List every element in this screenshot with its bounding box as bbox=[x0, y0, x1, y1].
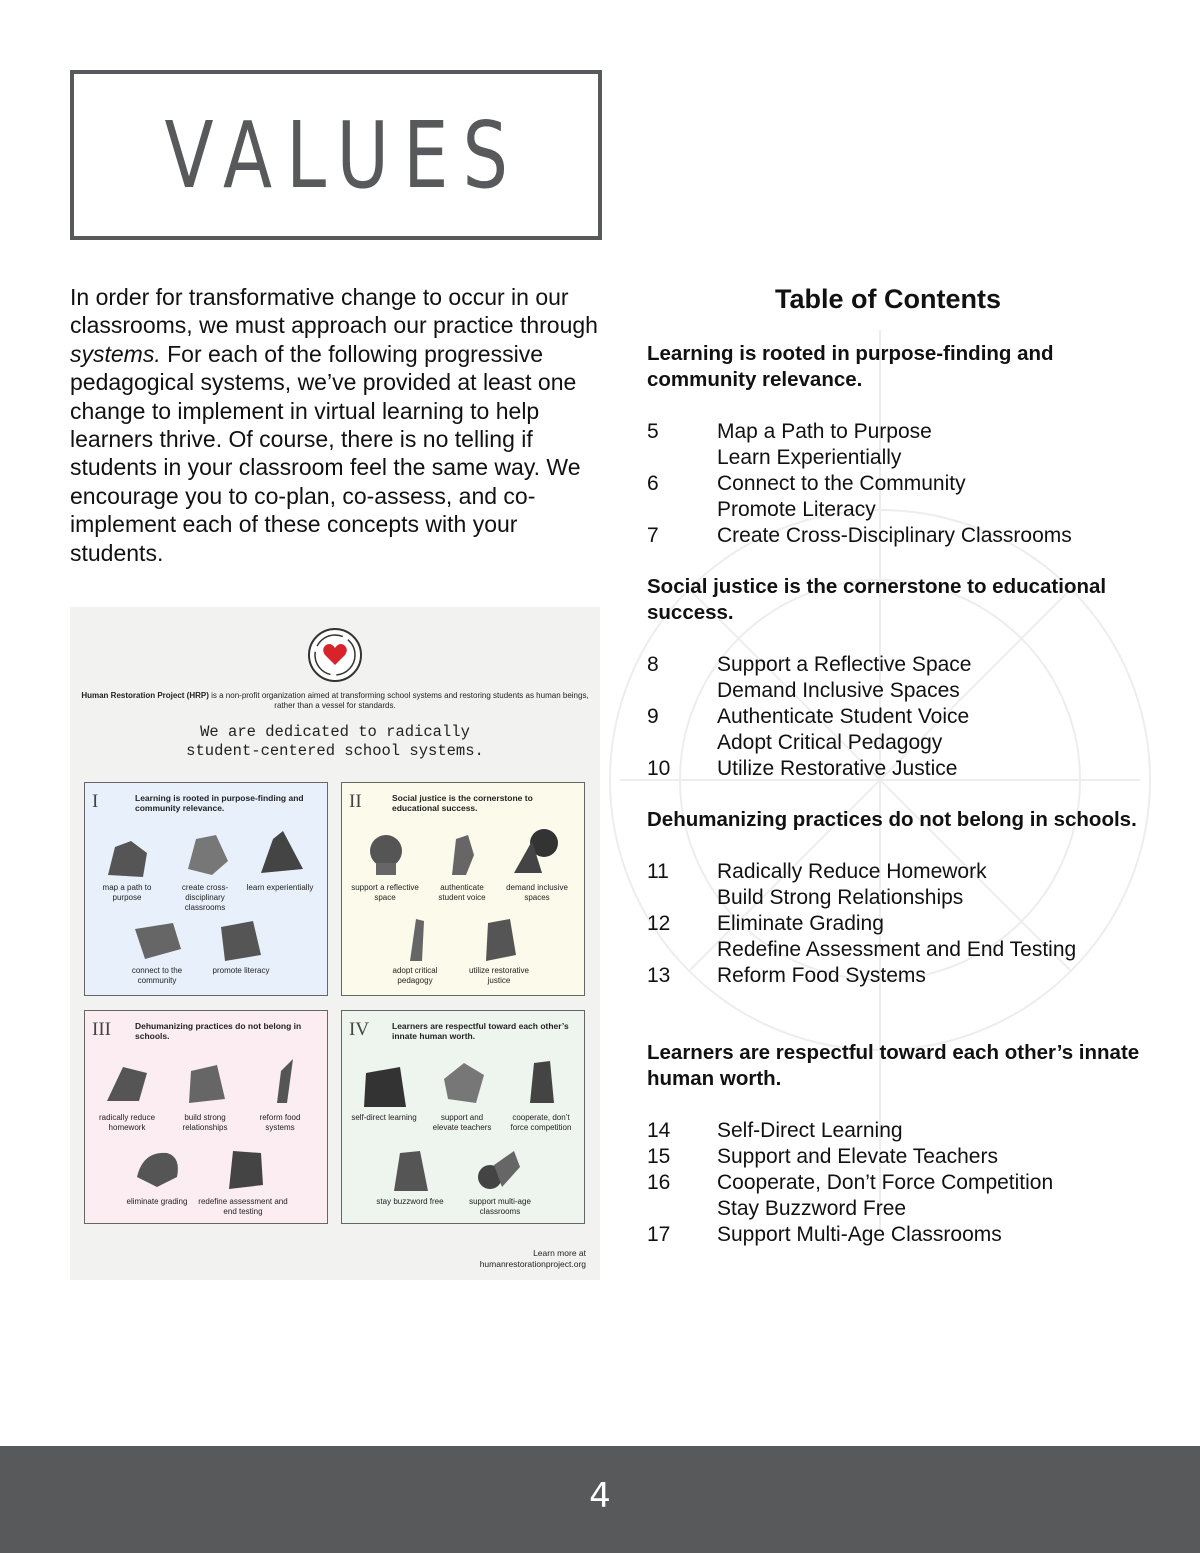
toc-page-number bbox=[647, 730, 717, 756]
toc-page-number: 13 bbox=[647, 964, 671, 987]
intro-text-start: In order for transformative change to occur in our classrooms, we must approach our practice through bbox=[70, 284, 598, 339]
toc-entry-label: Create Cross-Disciplinary Classrooms bbox=[717, 524, 1072, 547]
learn-more-line-1: Learn more at bbox=[533, 1248, 586, 1258]
toc-entry-label: Map a Path to Purpose bbox=[717, 420, 932, 443]
figure-illustration-icon bbox=[103, 835, 153, 881]
panel-2 bbox=[341, 782, 585, 996]
toc-entry bbox=[647, 885, 1147, 911]
toc-entry bbox=[647, 1118, 1147, 1144]
toc-entry bbox=[647, 419, 1147, 445]
page-title: VALUES bbox=[164, 101, 522, 209]
caption: stay buzzword free bbox=[376, 1197, 444, 1206]
caption: utilize restorative justice bbox=[468, 966, 530, 985]
figure-illustration-icon bbox=[438, 831, 488, 877]
figure-illustration-icon bbox=[512, 827, 562, 873]
toc-page-number: 15 bbox=[647, 1145, 671, 1168]
figure-illustration-icon bbox=[392, 915, 442, 961]
dedicated-statement bbox=[70, 723, 600, 761]
toc-entry bbox=[647, 859, 1147, 885]
caption: learn experientially bbox=[246, 883, 314, 892]
toc-entry bbox=[647, 652, 1147, 678]
toc-section-heading: Learners are respectful toward each other’s innate human worth. bbox=[647, 1041, 1140, 1090]
figure-illustration-icon bbox=[438, 1059, 488, 1105]
caption: build strong relationships bbox=[182, 1113, 228, 1132]
dedicated-line-1: We are dedicated to radically bbox=[200, 723, 470, 741]
toc-entry-label: Support Multi-Age Classrooms bbox=[717, 1223, 1002, 1246]
hrp-description bbox=[70, 691, 600, 711]
hrp-infographic bbox=[70, 607, 600, 1280]
caption: self-direct learning bbox=[351, 1113, 417, 1122]
toc-entry-label: Self-Direct Learning bbox=[717, 1119, 903, 1142]
caption: promote literacy bbox=[212, 966, 270, 975]
toc-page-number bbox=[647, 937, 717, 963]
panel-numeral: IV bbox=[349, 1019, 370, 1040]
toc-page-number: 8 bbox=[647, 653, 659, 676]
toc-entry-label: Connect to the Community bbox=[717, 472, 966, 495]
figure-illustration-icon bbox=[362, 831, 412, 877]
values-title-box bbox=[70, 70, 602, 240]
toc-entry bbox=[647, 730, 1147, 756]
figure-illustration-icon bbox=[215, 919, 265, 965]
toc-entry bbox=[647, 937, 1147, 963]
toc-entry-label: Utilize Restorative Justice bbox=[717, 757, 958, 780]
caption: adopt critical pedagogy bbox=[392, 966, 438, 985]
toc-entry bbox=[647, 1196, 1147, 1222]
toc-section-heading: Social justice is the cornerstone to educational success. bbox=[647, 575, 1107, 624]
toc-page-number bbox=[647, 445, 717, 471]
toc-entry bbox=[647, 523, 1147, 549]
caption: create cross-disciplinary classrooms bbox=[181, 883, 229, 912]
figure-illustration-icon bbox=[133, 919, 183, 965]
toc-entry-label: Reform Food Systems bbox=[717, 964, 926, 987]
toc-entry-label: Support a Reflective Space bbox=[717, 653, 972, 676]
figure-illustration-icon bbox=[474, 1147, 524, 1193]
panel-4 bbox=[341, 1010, 585, 1224]
toc-section-3 bbox=[647, 807, 1147, 989]
caption: demand inclusive spaces bbox=[506, 883, 568, 902]
toc-page-number bbox=[647, 885, 717, 911]
toc-page-number: 7 bbox=[647, 524, 659, 547]
figure-illustration-icon bbox=[257, 829, 307, 875]
toc-entry-label: Support and Elevate Teachers bbox=[717, 1145, 998, 1168]
page-footer bbox=[0, 1446, 1200, 1553]
figure-illustration-icon bbox=[360, 1063, 410, 1109]
toc-section-heading: Learning is rooted in purpose-finding and community relevance. bbox=[647, 342, 1054, 391]
figure-illustration-icon bbox=[518, 1057, 568, 1103]
hrp-name: Human Restoration Project (HRP) bbox=[81, 691, 209, 700]
intro-text-end: For each of the following progressive pedagogical systems, we’ve provided at least one change to implement in virtual learning to help learners thrive. Of course, there is no telling if students in your classroom feel the same way. We encourage you to co-plan, co-assess, and co-implement each of these concepts with your students. bbox=[70, 340, 581, 566]
caption: support and elevate teachers bbox=[432, 1113, 492, 1132]
toc-page-number: 9 bbox=[647, 705, 659, 728]
toc-entry-label: Authenticate Student Voice bbox=[717, 705, 970, 728]
toc-entry bbox=[647, 1170, 1147, 1196]
toc-entry bbox=[647, 963, 1147, 989]
panel-3 bbox=[84, 1010, 328, 1224]
toc-section-2 bbox=[647, 574, 1147, 782]
toc-entry-label: Promote Literacy bbox=[717, 498, 876, 521]
toc-entry-label: Radically Reduce Homework bbox=[717, 860, 987, 883]
intro-emphasis: systems. bbox=[70, 340, 161, 367]
panel-numeral: II bbox=[349, 791, 362, 812]
caption: redefine assessment and end testing bbox=[198, 1197, 288, 1216]
panel-numeral: I bbox=[92, 791, 99, 812]
toc-entry bbox=[647, 678, 1147, 704]
panel-title: Dehumanizing practices do not belong in schools. bbox=[135, 1021, 302, 1041]
figure-illustration-icon bbox=[386, 1147, 436, 1193]
toc-page-number: 17 bbox=[647, 1223, 671, 1246]
toc-page-number: 12 bbox=[647, 912, 671, 935]
toc-entry-label: Demand Inclusive Spaces bbox=[717, 679, 960, 702]
caption: connect to the community bbox=[131, 966, 183, 985]
toc-section-4 bbox=[647, 1040, 1147, 1248]
toc-entry bbox=[647, 445, 1147, 471]
panel-1 bbox=[84, 782, 328, 996]
toc-entry bbox=[647, 471, 1147, 497]
learn-more-url: humanrestorationproject.org bbox=[479, 1259, 586, 1269]
toc-page-number: 11 bbox=[647, 860, 669, 883]
toc-page-number: 16 bbox=[647, 1171, 671, 1194]
figure-illustration-icon bbox=[257, 1057, 307, 1103]
figure-illustration-icon bbox=[221, 1145, 271, 1191]
figure-illustration-icon bbox=[133, 1147, 183, 1193]
learn-more-text bbox=[480, 1248, 586, 1270]
toc-entry bbox=[647, 756, 1147, 782]
caption: map a path to purpose bbox=[102, 883, 152, 902]
caption: support multi-age classrooms bbox=[469, 1197, 531, 1216]
toc-entry bbox=[647, 911, 1147, 937]
panel-title: Learning is rooted in purpose-finding and community relevance. bbox=[135, 793, 304, 813]
toc-entry-label: Cooperate, Don’t Force Competition bbox=[717, 1171, 1054, 1194]
toc-page-number: 5 bbox=[647, 420, 659, 443]
caption: authenticate student voice bbox=[438, 883, 486, 902]
toc-entry-label: Learn Experientially bbox=[717, 446, 902, 469]
figure-illustration-icon bbox=[182, 831, 232, 877]
panel-numeral: III bbox=[92, 1019, 111, 1040]
toc-entry bbox=[647, 1222, 1147, 1248]
toc-page-number bbox=[647, 678, 717, 704]
toc-entry bbox=[647, 497, 1147, 523]
panel-title: Learners are respectful toward each other’s innate human worth. bbox=[392, 1021, 569, 1041]
intro-paragraph bbox=[70, 283, 610, 567]
page-number: 4 bbox=[589, 1476, 611, 1516]
dedicated-line-2: student-centered school systems. bbox=[186, 742, 484, 760]
figure-illustration-icon bbox=[103, 1061, 153, 1107]
panel-title: Social justice is the cornerstone to educational success. bbox=[392, 793, 533, 813]
toc-section-heading: Dehumanizing practices do not belong in schools. bbox=[647, 808, 1137, 831]
toc-page-number: 6 bbox=[647, 472, 659, 495]
figure-illustration-icon bbox=[476, 915, 526, 961]
toc-title: Table of Contents bbox=[775, 284, 1001, 314]
toc-entry-label: Eliminate Grading bbox=[717, 912, 884, 935]
toc-entry-label: Adopt Critical Pedagogy bbox=[717, 731, 943, 754]
hrp-desc: is a non-profit organization aimed at transforming school systems and restoring students as human beings, rather than a vessel for standards. bbox=[208, 691, 589, 710]
caption: support a reflective space bbox=[351, 883, 419, 902]
caption: cooperate, don’t force competition bbox=[510, 1113, 572, 1132]
toc-entry-label: Redefine Assessment and End Testing bbox=[717, 938, 1077, 961]
toc-entry-label: Build Strong Relationships bbox=[717, 886, 964, 909]
caption: reform food systems bbox=[259, 1113, 301, 1132]
toc-section-1 bbox=[647, 341, 1147, 549]
toc-page-number: 10 bbox=[647, 757, 671, 780]
heart-logo-icon bbox=[307, 627, 363, 683]
caption: eliminate grading bbox=[126, 1197, 188, 1206]
toc-page-number bbox=[647, 1196, 717, 1222]
toc-entry bbox=[647, 704, 1147, 730]
toc-entry bbox=[647, 1144, 1147, 1170]
toc-page-number bbox=[647, 497, 717, 523]
figure-illustration-icon bbox=[181, 1061, 231, 1107]
toc-entry-label: Stay Buzzword Free bbox=[717, 1197, 907, 1220]
caption: radically reduce homework bbox=[98, 1113, 156, 1132]
toc-page-number: 14 bbox=[647, 1119, 671, 1142]
